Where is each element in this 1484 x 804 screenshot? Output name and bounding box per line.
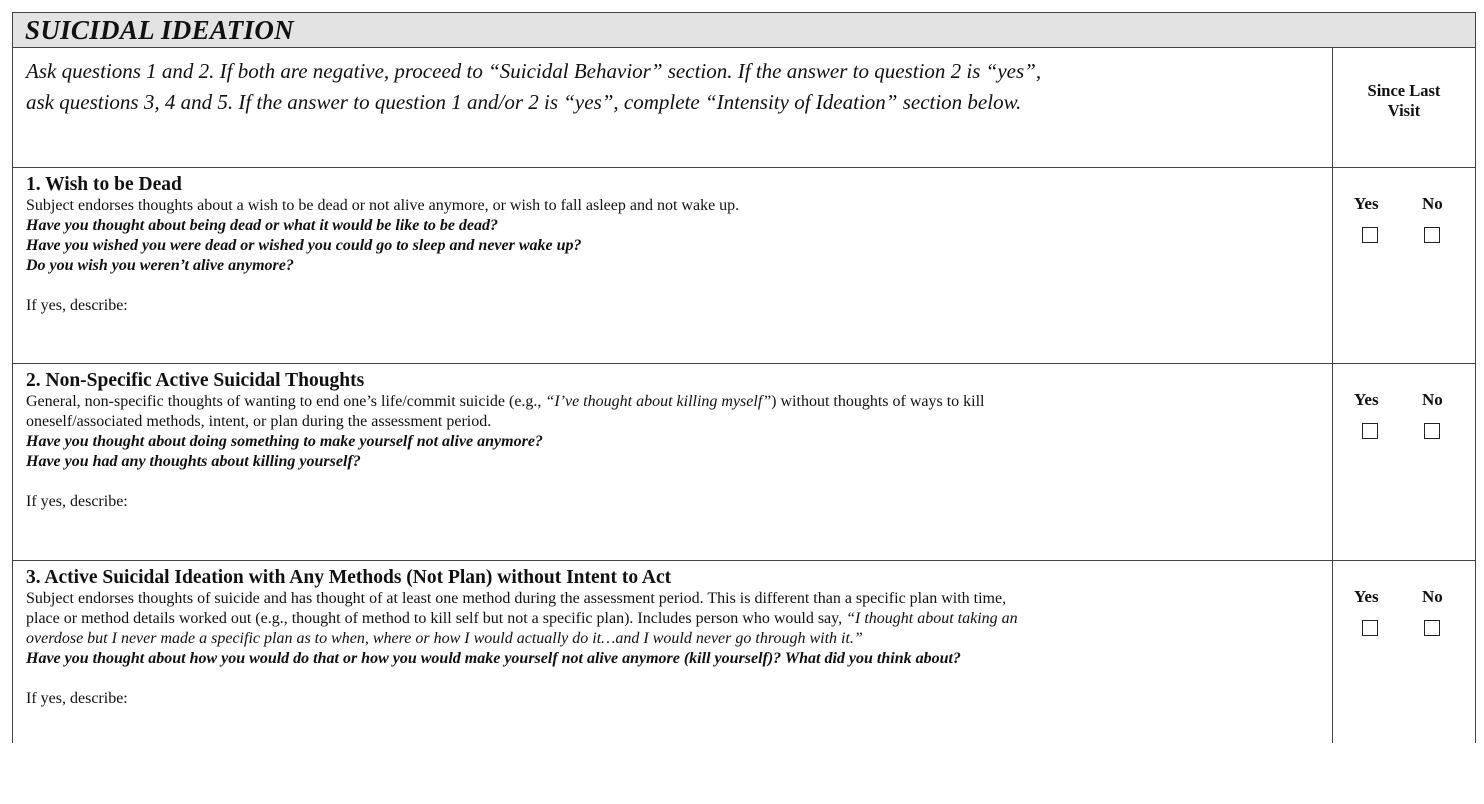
- question-3-title: 3. Active Suicidal Ideation with Any Methods (Not Plan) without Intent to Act: [26, 567, 672, 588]
- question-2-example-quote: “I’ve thought about killing myself”: [545, 393, 772, 410]
- question-3-no-checkbox[interactable]: [1424, 620, 1440, 636]
- question-1-prompt-3: Do you wish you weren’t alive anymore?: [26, 257, 294, 274]
- section-title-bar: [13, 13, 1475, 48]
- question-2-no-checkbox[interactable]: [1424, 423, 1440, 439]
- question-1-title: 1. Wish to be Dead: [26, 174, 182, 195]
- question-2-yes-checkbox[interactable]: [1362, 423, 1378, 439]
- question-2-description-line-1: General, non-specific thoughts of wanting to end one’s life/commit suicide (e.g., “I’ve thought about killing myself”) without thoughts of ways to kill: [26, 393, 985, 410]
- suicidal-ideation-form: [12, 12, 1476, 743]
- question-3-prompt-1: Have you thought about how you would do that or how you would make yourself not alive anymore (kill yourself)? What did you think about?: [26, 650, 961, 667]
- question-2-title: 2. Non-Specific Active Suicidal Thoughts: [26, 370, 365, 391]
- question-2-content: [13, 364, 1333, 560]
- question-1-yes-label: Yes: [1354, 194, 1379, 213]
- question-2-prompt-2: Have you had any thoughts about killing yourself?: [26, 453, 361, 470]
- question-3-describe-label: If yes, describe:: [26, 690, 128, 707]
- question-row-2: [13, 364, 1475, 561]
- question-row-1: [13, 168, 1475, 364]
- question-1-answer-cell: [1333, 168, 1475, 363]
- question-2-yes-label: Yes: [1354, 390, 1379, 409]
- instructions-line-1: Ask questions 1 and 2. If both are negative, proceed to “Suicidal Behavior” section. If the answer to question 2 is “yes”,: [26, 59, 1042, 83]
- question-3-content: [13, 561, 1333, 743]
- instructions-line-2: ask questions 3, 4 and 5. If the answer to question 1 and/or 2 is “yes”, complete “Intensity of Ideation” section below.: [26, 90, 1022, 114]
- question-row-3: [13, 561, 1475, 743]
- question-3-yes-label: Yes: [1354, 587, 1379, 606]
- instructions-cell: [13, 48, 1333, 167]
- section-title: SUICIDAL IDEATION: [25, 15, 294, 45]
- question-3-answer-cell: [1333, 561, 1475, 743]
- question-3-description-line-2: place or method details worked out (e.g., thought of method to kill self but not a specific plan). Includes person who would say, “I thought about taking an: [26, 610, 1018, 627]
- question-1-description: Subject endorses thoughts about a wish to be dead or not alive anymore, or wish to fall asleep and not wake up.: [26, 197, 740, 214]
- question-3-no-label: No: [1422, 587, 1443, 606]
- question-1-prompt-1: Have you thought about being dead or what it would be like to be dead?: [26, 217, 499, 234]
- question-2-prompt-1: Have you thought about doing something to make yourself not alive anymore?: [26, 433, 543, 450]
- question-3-yes-checkbox[interactable]: [1362, 620, 1378, 636]
- column-header-cell: [1333, 48, 1475, 167]
- instructions-row: [13, 48, 1475, 168]
- question-2-describe-label: If yes, describe:: [26, 493, 128, 510]
- question-1-describe-label: If yes, describe:: [26, 297, 128, 314]
- question-1-no-label: No: [1422, 194, 1443, 213]
- question-2-answer-cell: [1333, 364, 1475, 560]
- question-3-example-quote-start: “I thought about taking an: [846, 610, 1018, 627]
- question-1-content: [13, 168, 1333, 363]
- question-1-prompt-2: Have you wished you were dead or wished you could go to sleep and never wake up?: [26, 237, 582, 254]
- question-2-no-label: No: [1422, 390, 1443, 409]
- column-header-since-last-visit: Since Last Visit: [1367, 81, 1441, 120]
- question-3-description-line-1: Subject endorses thoughts of suicide and has thought of at least one method during the assessment period. This is different than a specific plan with time,: [26, 590, 1007, 607]
- question-1-yes-checkbox[interactable]: [1362, 227, 1378, 243]
- question-3-description-line-3: overdose but I never made a specific plan as to when, where or how I would actually do it…and I would never go through with it.”: [26, 630, 863, 647]
- question-1-no-checkbox[interactable]: [1424, 227, 1440, 243]
- question-2-description-line-2: oneself/associated methods, intent, or plan during the assessment period.: [26, 413, 492, 430]
